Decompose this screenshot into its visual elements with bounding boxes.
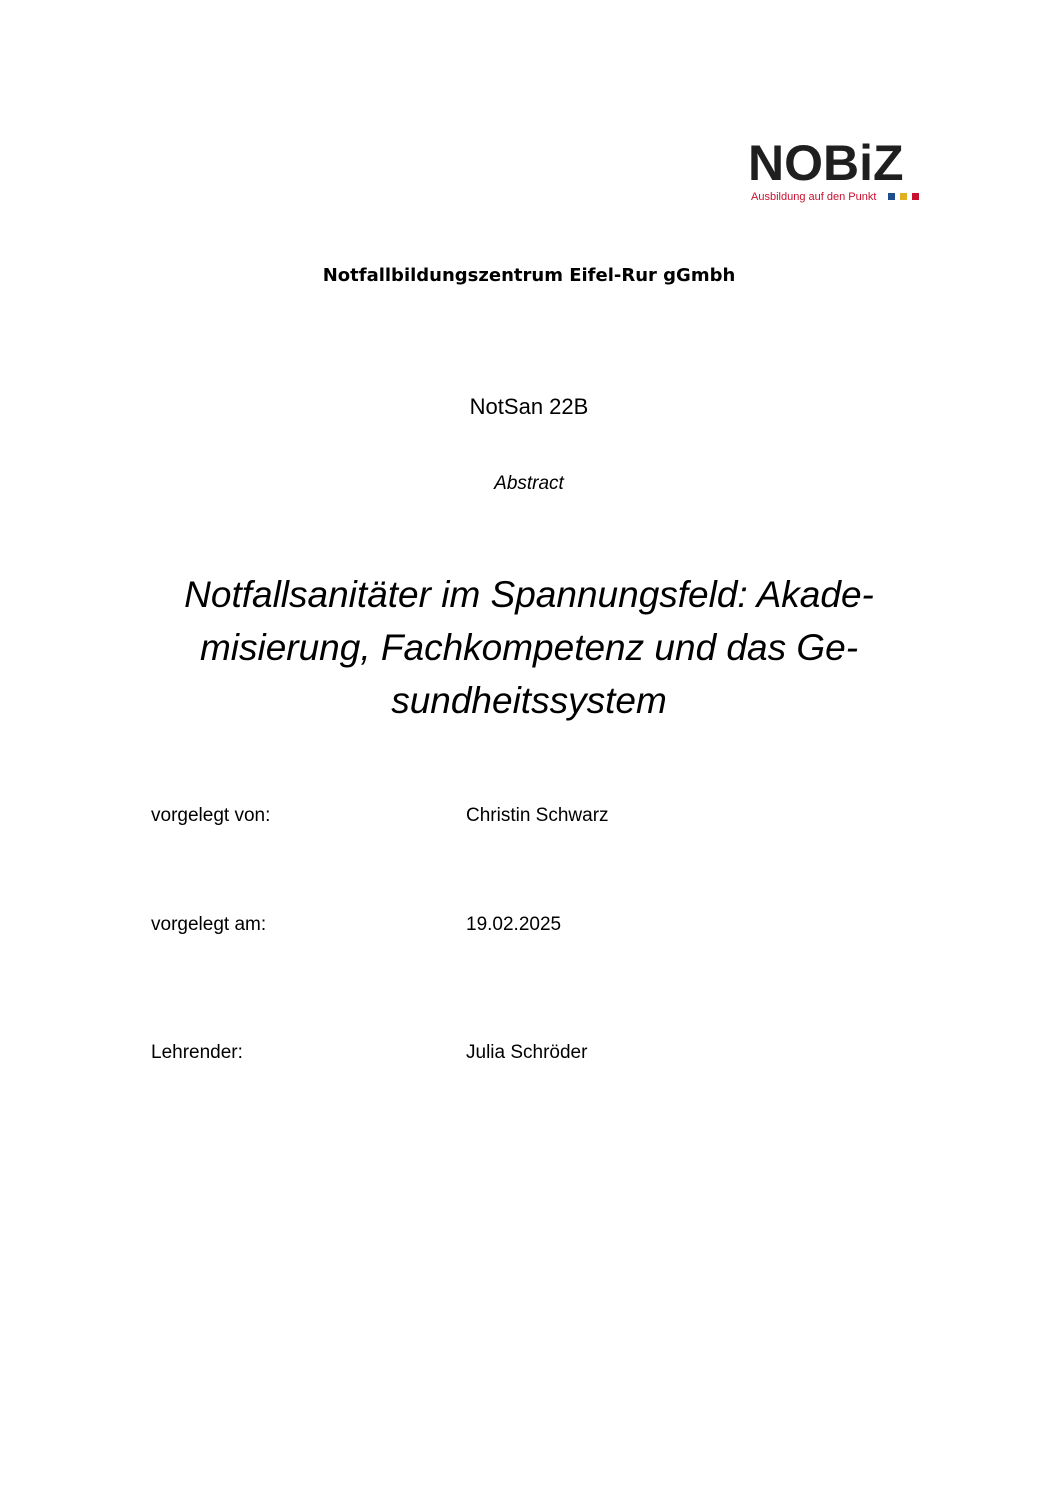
submitted-by-value: Christin Schwarz (466, 805, 609, 826)
submitted-by-label: vorgelegt von: (151, 805, 271, 826)
thesis-title-line: Notfallsanitäter im Spannungsfeld: Akade- (184, 574, 874, 615)
thesis-title (110, 568, 948, 727)
lecturer-value: Julia Schröder (466, 1042, 588, 1063)
logo-squares (888, 193, 919, 200)
course-name: NotSan 22B (469, 394, 589, 419)
lecturer-label: Lehrender: (151, 1042, 243, 1063)
thesis-title-line: sundheitssystem (391, 680, 667, 721)
nobiz-logo (748, 135, 928, 208)
document-type: Abstract (494, 473, 564, 494)
logo-tagline: Ausbildung auf den Punkt (751, 191, 877, 203)
submitted-on-value: 19.02.2025 (466, 914, 562, 935)
logo-square-yellow (900, 193, 907, 200)
thesis-title-line: misierung, Fachkompetenz und das Ge- (199, 627, 859, 668)
submitted-on-label: vorgelegt am: (151, 914, 267, 935)
logo-square-red (912, 193, 919, 200)
logo-square-blue (888, 193, 895, 200)
logo-wordmark: NOBiZ (748, 135, 904, 191)
institution-name: Notfallbildungszentrum Eifel-Rur gGmbh (322, 265, 736, 286)
